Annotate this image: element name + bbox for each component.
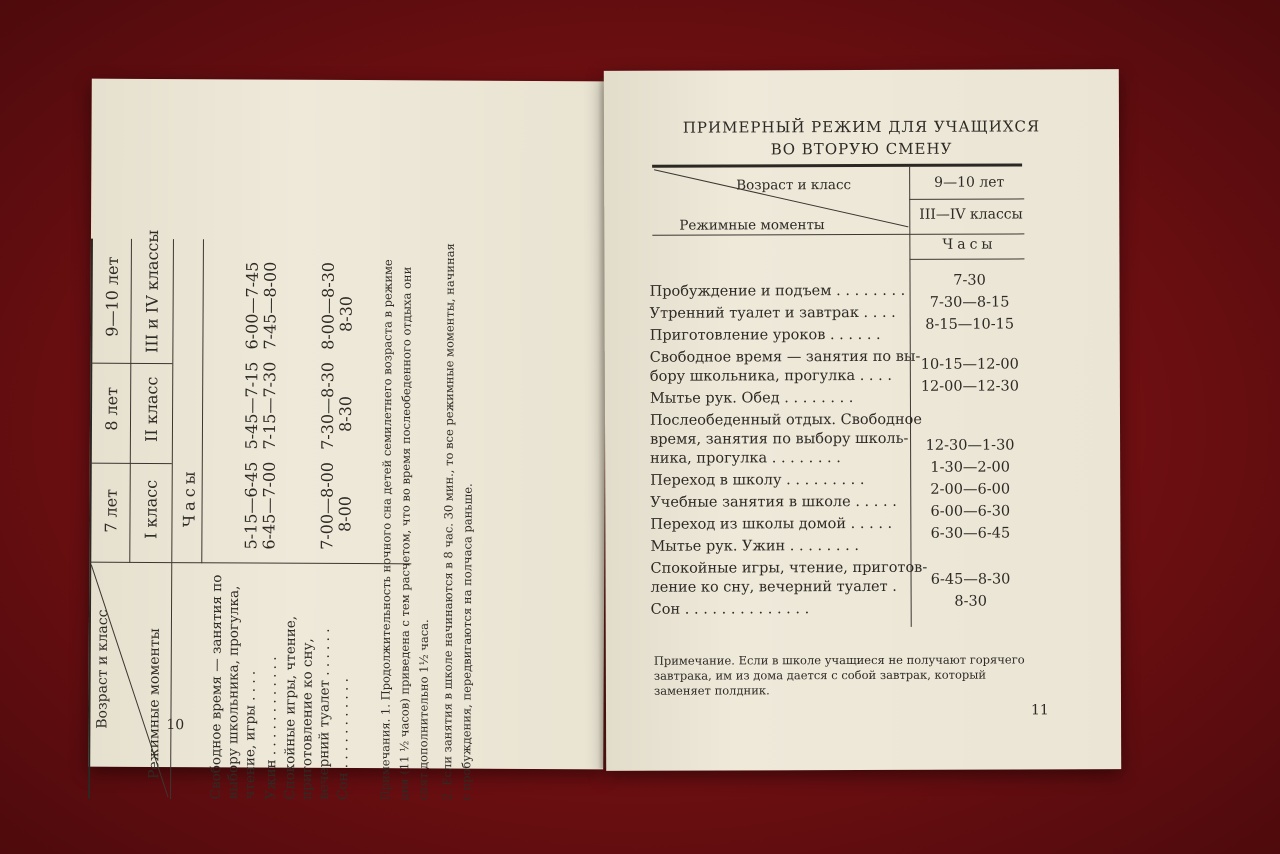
row-label: Мытье рук. Обед . . . . . . . .	[649, 390, 854, 407]
right-page	[604, 69, 1121, 771]
row-label-4: Сон . . . . . . . . . . .	[335, 678, 352, 801]
row-time: 7-30—8-15	[929, 294, 1010, 311]
row-label: Пробуждение и подъем . . . . . . . .	[649, 282, 906, 300]
row-label-2: Ужин . . . . . . . . . . . .	[263, 656, 280, 800]
row-time: 12-30—1-30	[925, 437, 1015, 454]
row-time: 6-30—6-45	[930, 525, 1011, 542]
row-time: 7-30	[953, 272, 986, 289]
row-label: Спокойные игры, чтение, приготов-	[650, 559, 928, 577]
r2-c2: 7-15—7-30	[259, 361, 280, 450]
row-time: 6-45—8-30	[930, 571, 1011, 588]
r1-c3: 6-00—7-45	[242, 261, 262, 350]
header-age-class: Возраст и класс	[94, 609, 112, 729]
right-header-age-class: Возраст и класс	[736, 177, 852, 194]
row-time: 6-00—6-30	[930, 503, 1011, 520]
right-page-number: 11	[1030, 702, 1049, 719]
row-label: Сон . . . . . . . . . . . . . .	[650, 601, 810, 618]
row-label: время, занятия по выбору школь-	[650, 430, 909, 448]
row-label: бору школьника, прогулка . . . .	[649, 367, 892, 385]
row-label: Мытье рук. Ужин . . . . . . . .	[650, 538, 859, 555]
row-time: 1-30—2-00	[930, 459, 1011, 476]
row-label: Утренний туалет и завтрак . . . .	[649, 304, 896, 322]
col-class-3: III и IV классы	[142, 229, 163, 354]
col-age-3: 9—10 лет	[102, 256, 122, 337]
row-label: Свободное время — занятия по вы-	[649, 348, 921, 366]
col-class-1: I класс	[141, 479, 161, 540]
r3-c1: 7-00—8-00	[317, 461, 337, 550]
row-label: Переход из школы домой . . . . .	[650, 515, 893, 533]
row-label: Учебные занятия в школе . . . . .	[650, 493, 897, 511]
left-page-rotated-content	[88, 229, 475, 801]
right-col-age: 9—10 лет	[934, 174, 1005, 191]
right-title-line2: ВО ВТОРУЮ СМЕНУ	[770, 139, 953, 159]
r1-c1: 5-15—6-45	[241, 461, 261, 550]
r3-c3: 8-00—8-30	[318, 261, 338, 350]
row-time: 8-15—10-15	[925, 316, 1015, 333]
header-moments: Режимные моменты	[146, 628, 163, 780]
left-note-2: 2. Если занятия в школе начинаются в 8 час. 30 мин., то все режимные моменты, начиная с пробуждения, передвигаются на полчаса раньше.	[440, 243, 475, 801]
row-label-1: Свободное время — занятия по выбору школьника, прогулка, чтение, игры . . . .	[208, 574, 259, 800]
row-label: Приготовление уроков . . . . . .	[649, 326, 881, 344]
col-age-2: 8 лет	[101, 386, 122, 431]
row-label: Послеобеденный отдых. Свободное	[649, 411, 922, 429]
row-label: ника, прогулка . . . . . . . .	[650, 450, 841, 467]
r4-c1: 8-00	[335, 495, 355, 533]
r3-c2: 7-30—8-30	[317, 361, 338, 450]
r2-c3: 7-45—8-00	[260, 261, 280, 350]
right-note: Примечание. Если в школе учащиеся не получают горячего завтрака, им из дома дается с собой завтрак, который заменяет полдник.	[653, 652, 1025, 698]
hours-label: Часы	[179, 467, 199, 528]
r2-c1: 6-45—7-00	[259, 461, 279, 550]
right-hours-label: Часы	[942, 236, 997, 253]
col-age-1: 7 лет	[101, 488, 121, 533]
row-time: 8-30	[954, 593, 987, 610]
left-page	[88, 79, 607, 801]
right-header-moments: Режимные моменты	[679, 217, 825, 234]
r1-c2: 5-45—7-15	[241, 361, 262, 450]
right-title-line1: ПРИМЕРНЫЙ РЕЖИМ ДЛЯ УЧАЩИХСЯ	[682, 117, 1041, 137]
left-page-number: 10	[166, 717, 185, 734]
r4-c3: 8-30	[336, 295, 356, 333]
r4-c2: 8-30	[335, 395, 356, 433]
right-col-class: III—IV классы	[919, 206, 1023, 223]
row-time: 12-00—12-30	[920, 378, 1019, 395]
left-note-1: Примечания. 1. Продолжительность ночного сна детей семилетнего возраста в режиме дня (11 ½ часов) приведена с тем расчетом, что во время послеобеденного отдыха они спят дополнительно 1½ часа.	[378, 259, 431, 801]
row-label-3: Спокойные игры, чтение, приготовление ко сну, вечерний туалет . . . . . .	[282, 615, 333, 800]
row-time: 2-00—6-00	[930, 481, 1011, 498]
row-label: Переход в школу . . . . . . . . .	[650, 471, 865, 489]
row-time: 10-15—12-00	[920, 356, 1019, 373]
row-label: ление ко сну, вечерний туалет .	[650, 578, 897, 596]
col-class-2: II класс	[141, 376, 162, 443]
